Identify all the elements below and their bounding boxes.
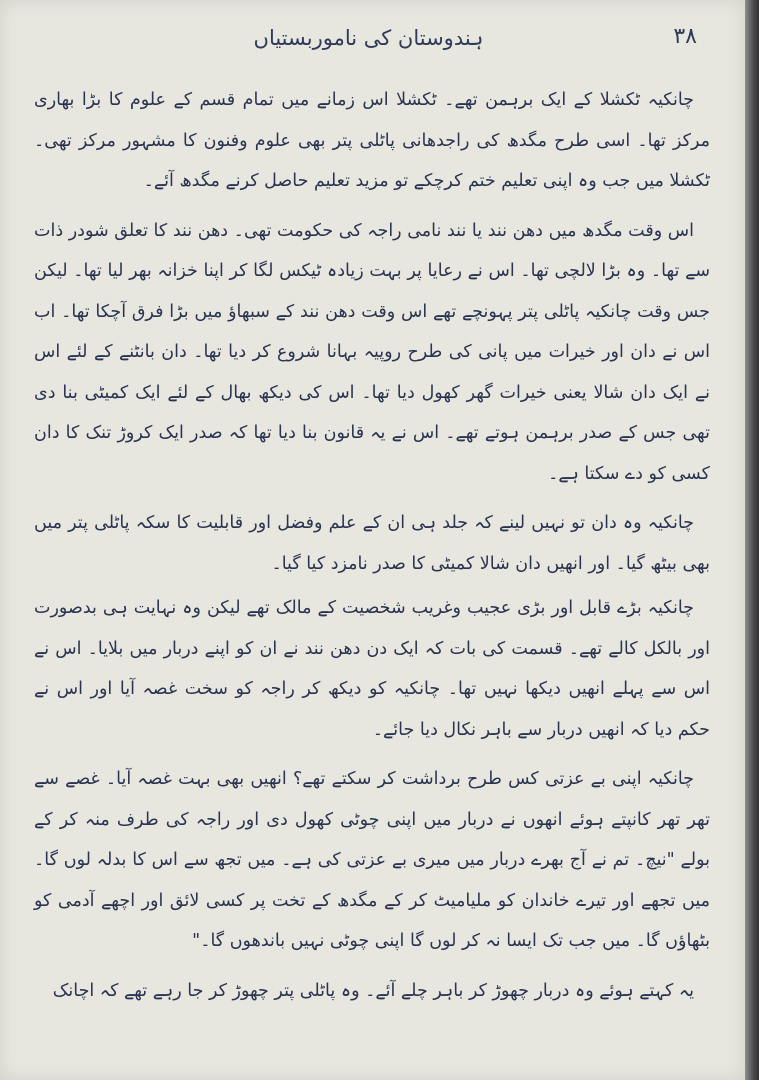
paragraph-5: چانکیہ اپنی بے عزتی کس طرح برداشت کر سکتے تھے؟ انھیں بھی بہت غصہ آیا۔ غصے سے تھر تھر کانپتے ہوئے انھوں نے دربار میں اپنی چوٹی کھول دی اور راجہ کی طرف منہ کر کے بولے "نیچ۔ تم نے آج بھرے دربار میں میری بے عزتی کی ہے۔ میں تجھ سے اس کا بدلہ لوں گا۔ میں تجھے اور تیرے خاندان کو ملیامیٹ کر کے مگدھ کے تخت پر کسی لائق اور اچھے آدمی کو بٹھاؤں گا۔ میں جب تک ایسا نہ کر لوں گا اپنی چوٹی نہیں باندھوں گا۔" — [34, 769, 710, 951]
paragraph-3: چانکیہ وہ دان تو نہیں لینے کہ جلد ہی ان کے علم وفضل اور قابلیت کا سکہ پاٹلی پتر میں بھی بیٹھ گیا۔ اور انھیں دان شالا کمیٹی کا صدر نامزد کیا گیا۔ — [34, 513, 710, 574]
running-header — [40, 24, 697, 60]
page-edge-shadow — [745, 0, 759, 1080]
paragraph-1: چانکیہ ٹکشلا کے ایک برہمن تھے۔ ٹکشلا اس زمانے میں تمام قسم کے علوم کا بڑا بھاری مرکز تھا۔ اسی طرح مگدھ کی راجدھانی پاٹلی پتر بھی علوم وفنون کا مشہور مرکز تھی۔ ٹکشلا میں جب وہ اپنی تعلیم ختم کرچکے تو مزید تعلیم حاصل کرنے مگدھ آئے۔ — [34, 90, 710, 191]
paragraph-6: یہ کہتے ہوئے وہ دربار چھوڑ کر باہر چلے آئے۔ وہ پاٹلی پتر چھوڑ کر جا رہے تھے کہ اچانک — [52, 980, 694, 1001]
paragraph-4: چانکیہ بڑے قابل اور بڑی عجیب وغریب شخصیت کے مالک تھے لیکن وہ نہایت ہی بدصورت اور بالکل کالے تھے۔ قسمت کی بات کہ ایک دن دھن نند نے ان کو اپنے دربار میں بلایا۔ اس نے اس سے پہلے انھیں دیکھا نہیں تھا۔ چانکیہ کو دیکھ کر راجہ کو سخت غصہ آیا اور اس نے حکم دیا کہ انھیں دربار سے باہر نکال دیا جائے۔ — [34, 598, 710, 740]
header-title: ہندوستان کی ناموربستیاں — [253, 26, 484, 50]
page-number: ۳۸ — [673, 24, 697, 49]
body-text — [34, 80, 710, 1020]
paragraph-2: اس وقت مگدھ میں دھن نند یا نند نامی راجہ کی حکومت تھی۔ دھن نند کا تعلق شودر ذات سے تھا۔ وہ بڑا لالچی تھا۔ اس نے رعایا پر بہت زیادہ ٹیکس لگا کر اپنا خزانہ بھر لیا تھا۔ لیکن جس وقت چانکیہ پاٹلی پتر پہونچے تھے اس وقت دھن نند کے سبھاؤ میں بڑا فرق آچکا تھا۔ اب اس نے دان اور خیرات میں پانی کی طرح روپیہ بہانا شروع کر دیا تھا۔ دان بانٹنے کے لئے اس نے ایک دان شالا یعنی خیرات گھر کھول دیا تھا۔ اس کی دیکھ بھال کے لئے ایک کمیٹی بنا دی تھی جس کے صدر برہمن ہوتے تھے۔ اس نے یہ قانون بنا دیا تھا کہ صدر ایک کروڑ تنک کا دان کسی کو دے سکتا ہے۔ — [34, 220, 710, 484]
